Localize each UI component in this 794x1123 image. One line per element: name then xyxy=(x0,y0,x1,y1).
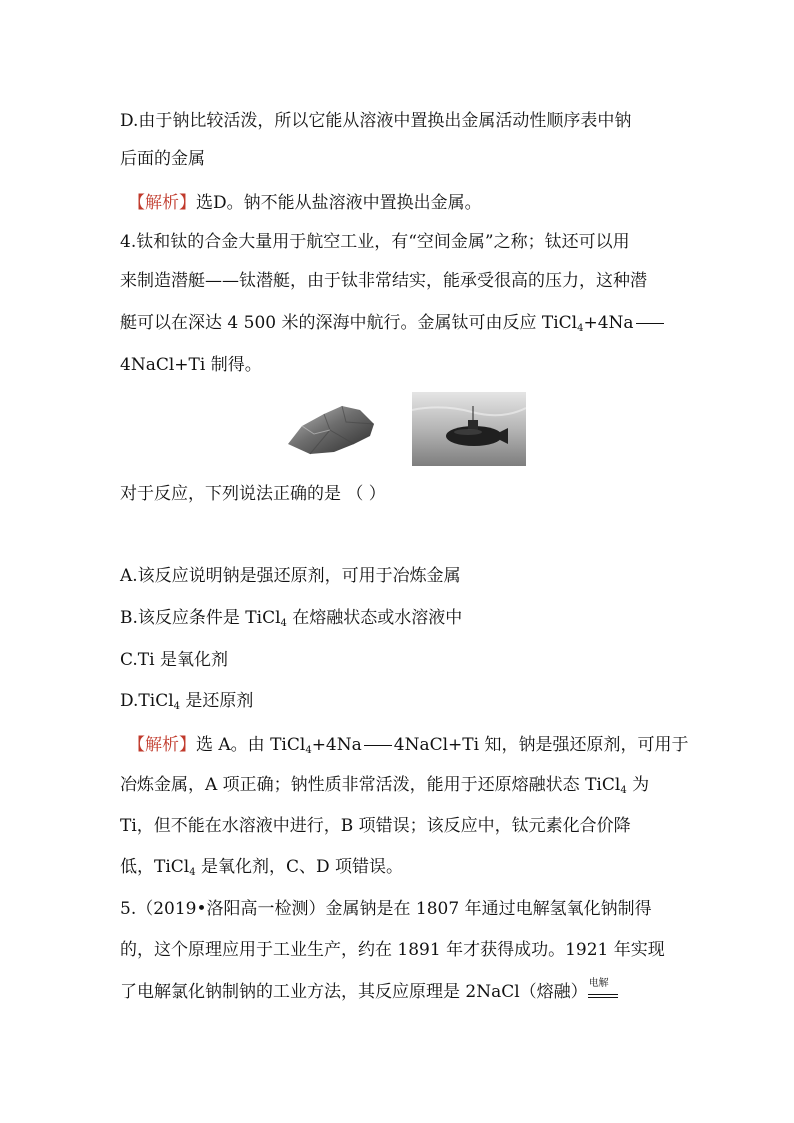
question-4-images xyxy=(284,392,526,466)
question-4-stem: 对于反应，下列说法正确的是 （ ） xyxy=(120,484,386,504)
analysis-tag: 【解析】 xyxy=(128,735,196,755)
submarine-image xyxy=(412,392,526,466)
analysis-2-line-3: Ti，但不能在水溶液中进行，B 项错误；该反应中，钛元素化合价降 xyxy=(120,816,631,836)
option-d-text: D.TiCl xyxy=(120,691,174,711)
reaction-arrow xyxy=(364,745,392,746)
a2-l2-text: 冶炼金属，A 项正确；钠性质非常活泼，能用于还原熔融状态 TiCl xyxy=(120,775,621,795)
option-d-line-1: D.由于钠比较活泼，所以它能从溶液中置换出金属活动性顺序表中钠 xyxy=(120,111,632,131)
question-5-line-3 xyxy=(120,977,618,1003)
a2-l4-text: 低，TiCl xyxy=(120,857,190,877)
question-4-line-2: 来制造潜艇——钛潜艇，由于钛非常结实，能承受很高的压力，这种潜 xyxy=(120,271,647,291)
a2-l4-sub: 4 xyxy=(189,867,196,878)
option-a: A.该反应说明钠是强还原剂，可用于冶炼金属 xyxy=(120,566,461,586)
q4-line3-tail: +4Na xyxy=(583,313,634,333)
option-d-line-2: 后面的金属 xyxy=(120,149,205,169)
a2-l1-text: 选 A。由 TiCl xyxy=(196,735,306,755)
analysis-tag: 【解析】 xyxy=(128,193,196,213)
a2-l1-sub: 4 xyxy=(305,745,312,756)
question-4-line-4: 4NaCl+Ti 制得。 xyxy=(120,355,262,375)
analysis-2-line-4 xyxy=(120,857,403,877)
option-d xyxy=(120,691,253,711)
question-4-line-1: 4.钛和钛的合金大量用于航空工业，有“空间金属”之称；钛还可以用 xyxy=(120,232,630,252)
q4-line3-text: 艇可以在深达 4 500 米的深海中航行。金属钛可由反应 TiCl xyxy=(120,313,578,333)
option-d-sub: 4 xyxy=(173,701,181,712)
analysis-1-text: 选D。钠不能从盐溶液中置换出金属。 xyxy=(196,193,482,213)
electrolysis-label: 电解 xyxy=(588,977,609,989)
reaction-arrow xyxy=(636,323,664,324)
a2-l1-tail: 4NaCl+Ti 知，钠是强还原剂，可用于 xyxy=(393,735,689,755)
option-b-tail: 在熔融状态或水溶液中 xyxy=(286,608,463,628)
analysis-2-line-2 xyxy=(120,775,649,795)
a2-l2-sub: 4 xyxy=(620,785,627,796)
option-c: C.Ti 是氧化剂 xyxy=(120,650,228,670)
question-4-line-3 xyxy=(120,313,666,333)
option-b-text: B.该反应条件是 TiCl xyxy=(120,608,281,628)
a2-l4-tail: 是氧化剂，C、D 项错误。 xyxy=(195,857,404,877)
a2-l1-mid: +4Na xyxy=(311,735,362,755)
option-b xyxy=(120,608,462,628)
option-b-sub: 4 xyxy=(280,618,287,629)
question-5-line-2: 的，这个原理应用于工业生产，约在 1891 年才获得成功。1921 年实现 xyxy=(120,940,665,960)
q5-line3-text: 了电解氯化钠制钠的工业方法，其反应原理是 2NaCl（熔融） xyxy=(120,982,588,1002)
titanium-ore-image xyxy=(284,400,376,456)
question-5-line-1: 5.（2019•洛阳高一检测）金属钠是在 1807 年通过电解氢氧化钠制得 xyxy=(120,899,652,919)
q4-line3-sub: 4 xyxy=(577,323,584,334)
option-d-tail: 是还原剂 xyxy=(180,691,254,711)
analysis-1 xyxy=(128,193,482,213)
electrolysis-sign xyxy=(588,977,618,1003)
analysis-2-line-1 xyxy=(128,735,688,755)
a2-l2-tail: 为 xyxy=(626,775,650,795)
